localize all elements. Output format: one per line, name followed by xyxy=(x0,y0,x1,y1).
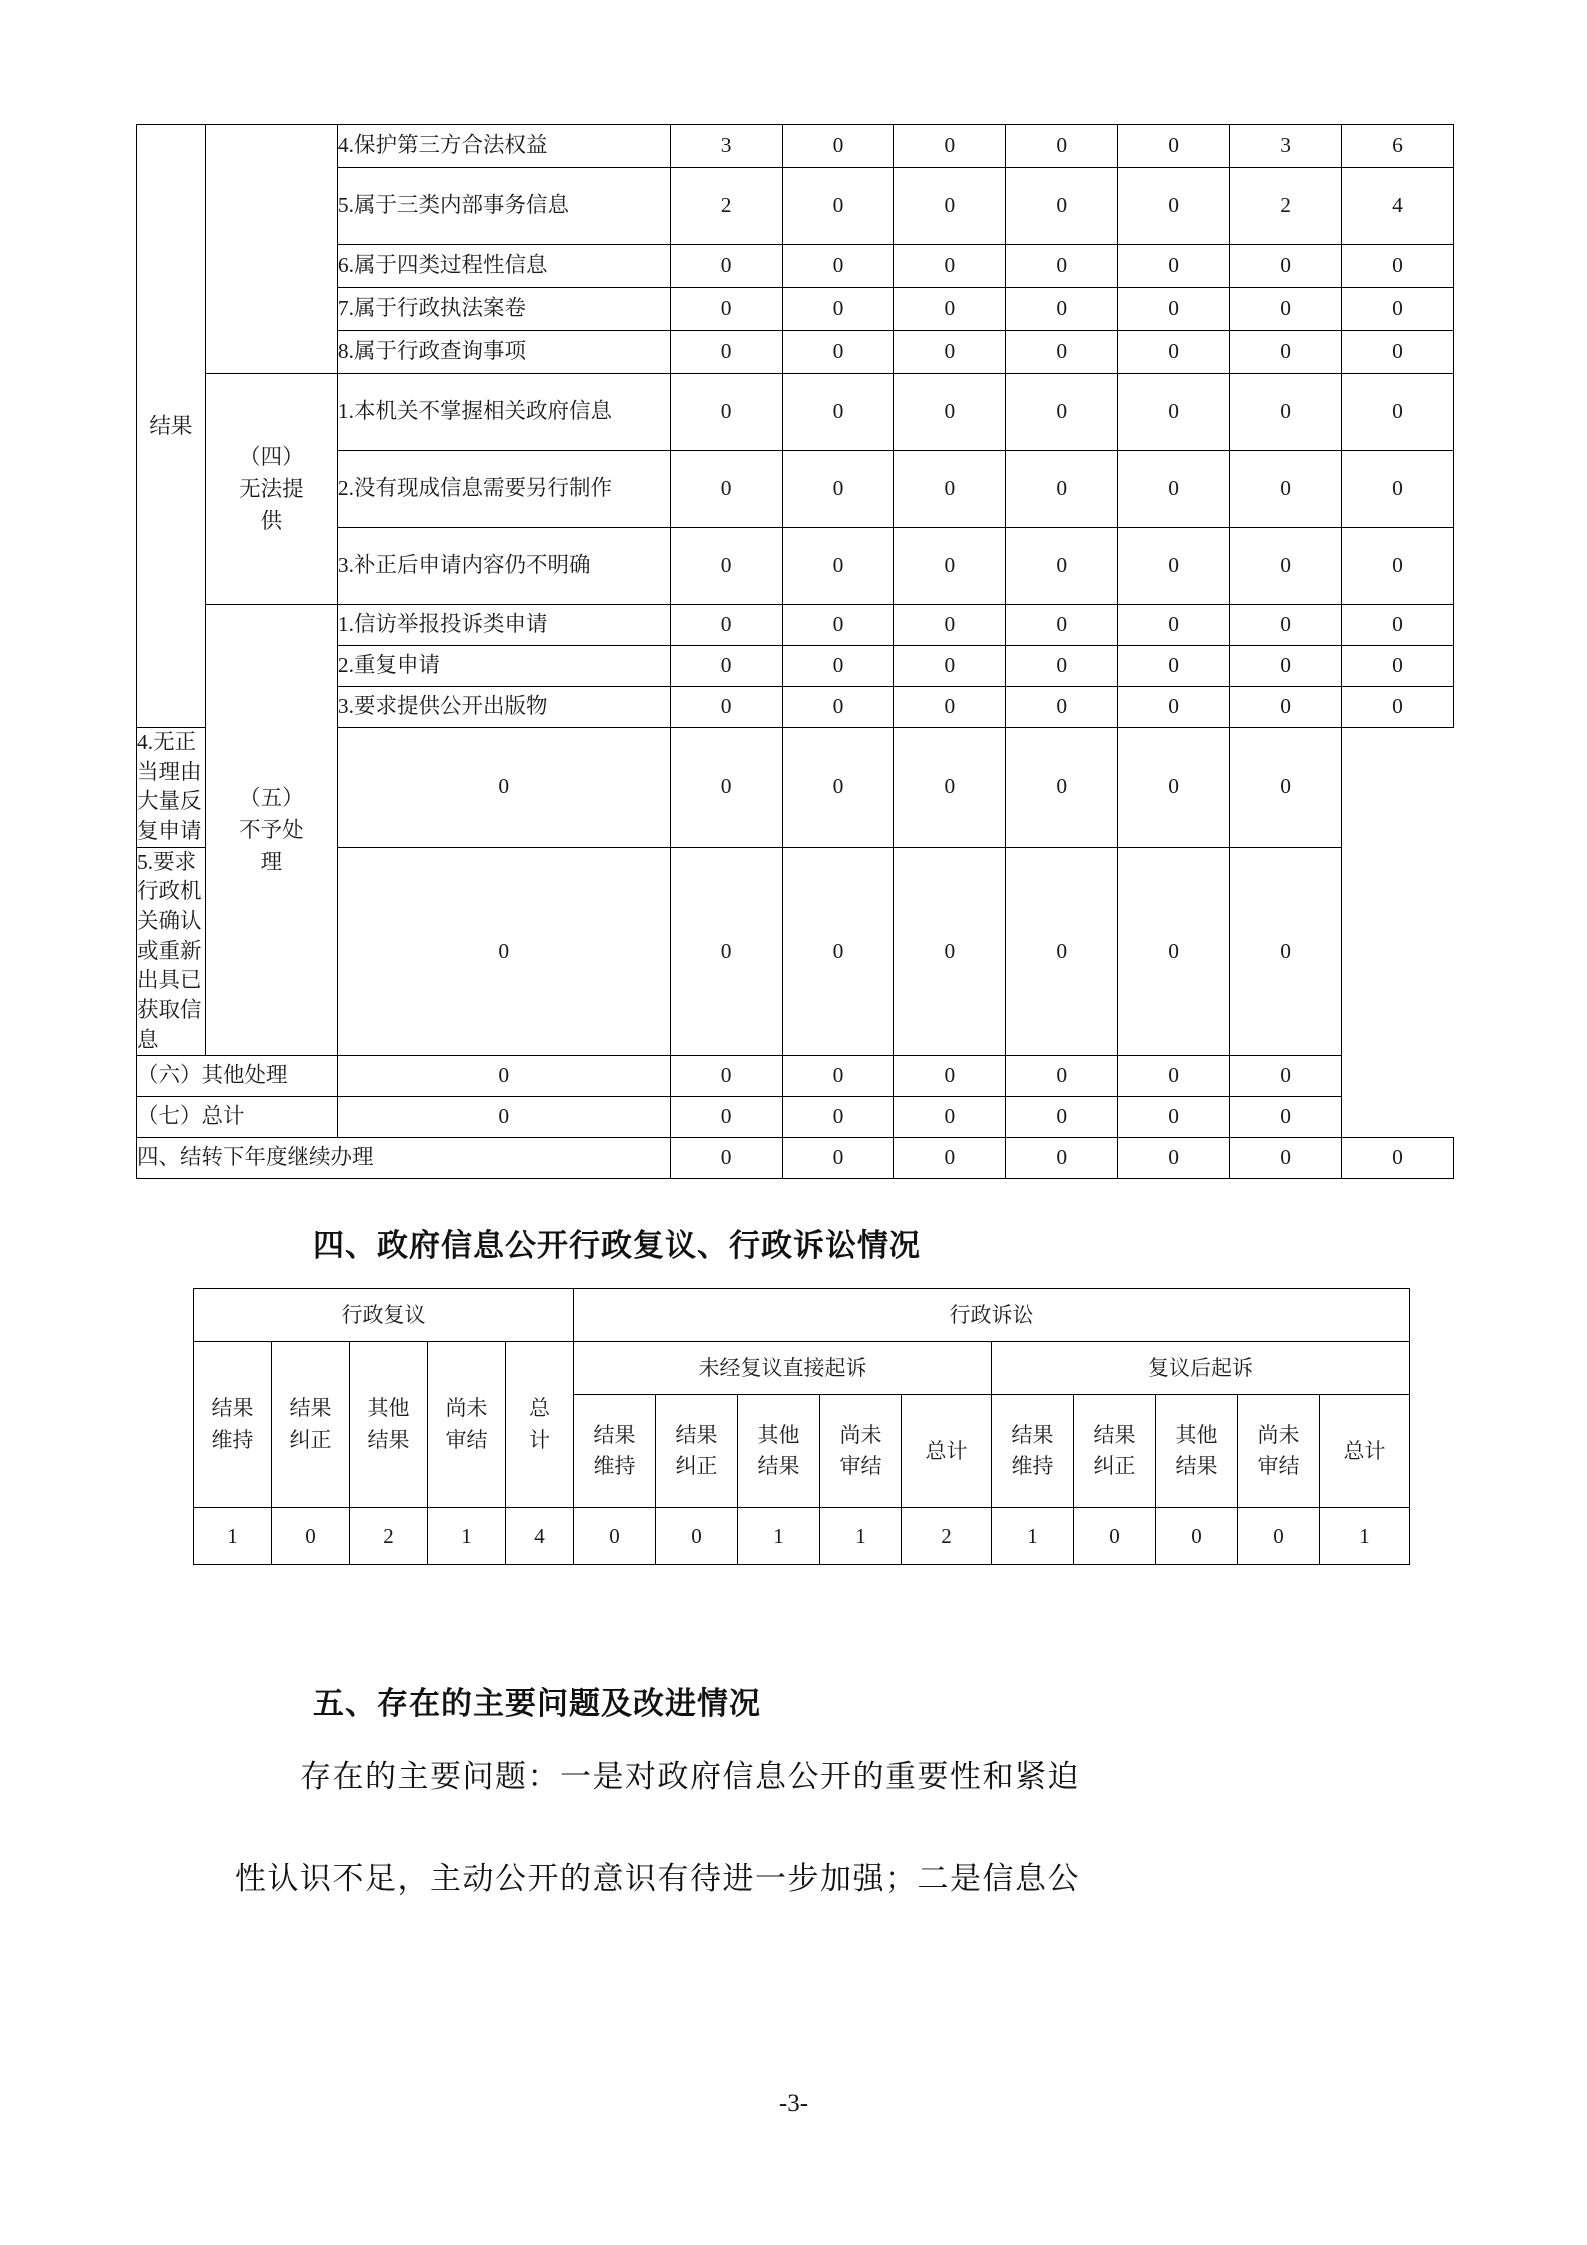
col-header-reconsideration-upheld: 结果 维持 xyxy=(194,1342,272,1508)
group-header-litigation: 行政诉讼 xyxy=(574,1289,1410,1342)
cell-value: 0 xyxy=(1230,374,1342,451)
item-label: 8.属于行政查询事项 xyxy=(337,331,670,374)
cell-value: 0 xyxy=(894,374,1006,451)
item-label: 7.属于行政执法案卷 xyxy=(337,288,670,331)
group-label-other-processing: （六）其他处理 xyxy=(137,1056,338,1097)
sub-header-direct-litigation: 未经复议直接起诉 xyxy=(574,1342,992,1395)
table-row xyxy=(194,1508,1410,1565)
cell-value: 0 xyxy=(782,687,894,728)
cell-value: 0 xyxy=(670,646,782,687)
cell-value: 0 xyxy=(337,847,670,1056)
cell-value: 0 xyxy=(1118,687,1230,728)
cell-value: 0 xyxy=(1006,1056,1118,1097)
cell-value: 0 xyxy=(782,528,894,605)
cell-value: 0 xyxy=(894,728,1006,848)
table-row xyxy=(137,125,1454,168)
cell-value: 0 xyxy=(1230,245,1342,288)
cell-value: 1 xyxy=(428,1508,506,1565)
cell-value: 0 xyxy=(1230,1138,1342,1179)
application-result-table-wrapper xyxy=(136,124,1454,1179)
cell-value: 0 xyxy=(1118,605,1230,646)
item-label: 5.要求行政机关确认或重新出具已获取信息 xyxy=(137,847,206,1056)
cell-value: 0 xyxy=(782,605,894,646)
page-number: -3- xyxy=(778,2090,809,2117)
cell-value: 0 xyxy=(894,847,1006,1056)
item-label: 1.信访举报投诉类申请 xyxy=(337,605,670,646)
cell-value: 0 xyxy=(894,1056,1006,1097)
cell-value: 0 xyxy=(670,687,782,728)
cell-value: 0 xyxy=(1342,245,1454,288)
col-header-direct-total: 总计 xyxy=(902,1395,992,1508)
item-label: 5.属于三类内部事务信息 xyxy=(337,168,670,245)
cell-value: 0 xyxy=(1006,687,1118,728)
cell-value: 0 xyxy=(894,331,1006,374)
cell-value: 0 xyxy=(782,728,894,848)
cell-value: 0 xyxy=(1006,125,1118,168)
cell-value: 1 xyxy=(1320,1508,1410,1565)
cell-value: 0 xyxy=(1230,1056,1342,1097)
col-header-reconsideration-corrected: 结果 纠正 xyxy=(272,1342,350,1508)
cell-value: 6 xyxy=(1342,125,1454,168)
cell-value: 0 xyxy=(1342,646,1454,687)
cell-value: 0 xyxy=(1118,1138,1230,1179)
cell-value: 0 xyxy=(1230,331,1342,374)
cell-value: 0 xyxy=(670,528,782,605)
col-header-after-total: 总计 xyxy=(1320,1395,1410,1508)
cell-value: 0 xyxy=(1006,374,1118,451)
item-label: 2.重复申请 xyxy=(337,646,670,687)
cell-value: 0 xyxy=(1156,1508,1238,1565)
cell-value: 0 xyxy=(1342,605,1454,646)
cell-value: 0 xyxy=(670,245,782,288)
cell-value: 0 xyxy=(574,1508,656,1565)
reconsideration-litigation-table xyxy=(193,1288,1410,1565)
cell-value: 0 xyxy=(1342,451,1454,528)
cell-value: 0 xyxy=(1342,331,1454,374)
row-label-result: 结果 xyxy=(137,125,206,728)
cell-value: 0 xyxy=(670,374,782,451)
table-row xyxy=(137,605,1454,646)
cell-value: 0 xyxy=(1006,331,1118,374)
group-label-unable-to-provide: （四） 无法提 供 xyxy=(205,374,337,605)
section-heading-four: 四、政府信息公开行政复议、行政诉讼情况 xyxy=(313,1228,921,1264)
cell-value: 0 xyxy=(337,1097,670,1138)
cell-value: 0 xyxy=(1006,646,1118,687)
item-label: 6.属于四类过程性信息 xyxy=(337,245,670,288)
col-header-after-other: 其他 结果 xyxy=(1156,1395,1238,1508)
cell-value: 0 xyxy=(782,646,894,687)
cell-value: 0 xyxy=(894,646,1006,687)
cell-value: 0 xyxy=(1006,1138,1118,1179)
item-label: 4.保护第三方合法权益 xyxy=(337,125,670,168)
cell-value: 0 xyxy=(1342,687,1454,728)
cell-value: 0 xyxy=(894,451,1006,528)
cell-value: 0 xyxy=(894,605,1006,646)
cell-value: 0 xyxy=(1342,528,1454,605)
row-label-carryover: 四、结转下年度继续办理 xyxy=(137,1138,671,1179)
cell-value: 0 xyxy=(894,1097,1006,1138)
cell-value: 0 xyxy=(894,687,1006,728)
cell-value: 0 xyxy=(670,331,782,374)
table-row xyxy=(137,374,1454,451)
cell-value: 4 xyxy=(1342,168,1454,245)
cell-value: 0 xyxy=(1118,331,1230,374)
cell-value: 0 xyxy=(782,125,894,168)
cell-value: 0 xyxy=(1118,374,1230,451)
item-label: 3.要求提供公开出版物 xyxy=(337,687,670,728)
cell-value: 0 xyxy=(670,605,782,646)
cell-value: 3 xyxy=(1230,125,1342,168)
application-result-table xyxy=(136,124,1454,1179)
cell-value: 0 xyxy=(670,451,782,528)
cell-value: 0 xyxy=(1230,605,1342,646)
cell-value: 1 xyxy=(820,1508,902,1565)
cell-value: 0 xyxy=(1118,1097,1230,1138)
reconsideration-litigation-table-wrapper xyxy=(193,1288,1398,1565)
item-label: 3.补正后申请内容仍不明确 xyxy=(337,528,670,605)
col-header-after-pending: 尚未 审结 xyxy=(1238,1395,1320,1508)
cell-value: 0 xyxy=(272,1508,350,1565)
body-paragraph-line-1: 存在的主要问题：一是对政府信息公开的重要性和紧迫 xyxy=(300,1759,1080,1794)
item-label: 4.无正当理由大量反复申请 xyxy=(137,728,206,848)
cell-value: 4 xyxy=(506,1508,574,1565)
col-header-after-corrected: 结果 纠正 xyxy=(1074,1395,1156,1508)
cell-value: 0 xyxy=(782,288,894,331)
cell-value: 1 xyxy=(992,1508,1074,1565)
cell-value: 0 xyxy=(1118,847,1230,1056)
cell-value: 0 xyxy=(1118,168,1230,245)
col-header-direct-corrected: 结果 纠正 xyxy=(656,1395,738,1508)
cell-value: 0 xyxy=(670,1138,782,1179)
group-three-spacer xyxy=(205,125,337,374)
cell-value: 0 xyxy=(894,245,1006,288)
cell-value: 2 xyxy=(1230,168,1342,245)
cell-value: 0 xyxy=(894,288,1006,331)
cell-value: 0 xyxy=(1342,288,1454,331)
cell-value: 0 xyxy=(1230,728,1342,848)
cell-value: 0 xyxy=(782,1097,894,1138)
cell-value: 1 xyxy=(738,1508,820,1565)
cell-value: 0 xyxy=(1118,451,1230,528)
cell-value: 2 xyxy=(902,1508,992,1565)
cell-value: 0 xyxy=(1230,528,1342,605)
cell-value: 0 xyxy=(1230,646,1342,687)
cell-value: 1 xyxy=(194,1508,272,1565)
cell-value: 0 xyxy=(1006,728,1118,848)
cell-value: 0 xyxy=(782,331,894,374)
cell-value: 0 xyxy=(782,1056,894,1097)
col-header-direct-other: 其他 结果 xyxy=(738,1395,820,1508)
table-row xyxy=(194,1289,1410,1342)
cell-value: 0 xyxy=(1118,125,1230,168)
group-label-no-processing: （五） 不予处 理 xyxy=(205,605,337,1056)
cell-value: 0 xyxy=(1230,288,1342,331)
group-header-reconsideration: 行政复议 xyxy=(194,1289,574,1342)
cell-value: 0 xyxy=(1006,847,1118,1056)
cell-value: 0 xyxy=(894,125,1006,168)
cell-value: 0 xyxy=(1006,245,1118,288)
cell-value: 0 xyxy=(782,245,894,288)
cell-value: 0 xyxy=(337,728,670,848)
table-row xyxy=(194,1342,1410,1395)
cell-value: 0 xyxy=(782,451,894,528)
cell-value: 0 xyxy=(782,1138,894,1179)
cell-value: 0 xyxy=(1230,451,1342,528)
section-heading-five: 五、存在的主要问题及改进情况 xyxy=(313,1686,761,1722)
col-header-direct-pending: 尚未 审结 xyxy=(820,1395,902,1508)
cell-value: 0 xyxy=(1006,605,1118,646)
cell-value: 0 xyxy=(670,847,782,1056)
cell-value: 0 xyxy=(894,1138,1006,1179)
cell-value: 0 xyxy=(1006,288,1118,331)
cell-value: 0 xyxy=(670,1097,782,1138)
sub-header-after-reconsideration: 复议后起诉 xyxy=(992,1342,1410,1395)
col-header-reconsideration-other: 其他 结果 xyxy=(350,1342,428,1508)
cell-value: 0 xyxy=(1118,528,1230,605)
item-label: 1.本机关不掌握相关政府信息 xyxy=(337,374,670,451)
cell-value: 3 xyxy=(670,125,782,168)
cell-value: 0 xyxy=(894,168,1006,245)
cell-value: 0 xyxy=(670,1056,782,1097)
col-header-reconsideration-total: 总 计 xyxy=(506,1342,574,1508)
cell-value: 0 xyxy=(1118,1056,1230,1097)
cell-value: 0 xyxy=(894,528,1006,605)
col-header-direct-upheld: 结果 维持 xyxy=(574,1395,656,1508)
cell-value: 0 xyxy=(656,1508,738,1565)
cell-value: 0 xyxy=(1074,1508,1156,1565)
cell-value: 0 xyxy=(670,728,782,848)
cell-value: 2 xyxy=(350,1508,428,1565)
cell-value: 0 xyxy=(1118,288,1230,331)
cell-value: 0 xyxy=(1342,374,1454,451)
group-label-total: （七）总计 xyxy=(137,1097,338,1138)
body-paragraph-line-2: 性认识不足，主动公开的意识有待进一步加强；二是信息公 xyxy=(235,1861,1080,1896)
col-header-reconsideration-pending: 尚未 审结 xyxy=(428,1342,506,1508)
col-header-after-upheld: 结果 维持 xyxy=(992,1395,1074,1508)
table-row xyxy=(137,1097,1454,1138)
cell-value: 0 xyxy=(670,288,782,331)
cell-value: 0 xyxy=(1118,646,1230,687)
cell-value: 0 xyxy=(1342,1138,1454,1179)
cell-value: 0 xyxy=(1238,1508,1320,1565)
cell-value: 0 xyxy=(782,374,894,451)
cell-value: 0 xyxy=(1006,1097,1118,1138)
cell-value: 0 xyxy=(1230,1097,1342,1138)
cell-value: 0 xyxy=(1118,245,1230,288)
cell-value: 0 xyxy=(1230,847,1342,1056)
cell-value: 0 xyxy=(1006,528,1118,605)
table-row xyxy=(137,1056,1454,1097)
cell-value: 0 xyxy=(1006,168,1118,245)
table-row xyxy=(137,1138,1454,1179)
cell-value: 2 xyxy=(670,168,782,245)
cell-value: 0 xyxy=(1006,451,1118,528)
cell-value: 0 xyxy=(1230,687,1342,728)
cell-value: 0 xyxy=(782,847,894,1056)
item-label: 2.没有现成信息需要另行制作 xyxy=(337,451,670,528)
cell-value: 0 xyxy=(1118,728,1230,848)
cell-value: 0 xyxy=(337,1056,670,1097)
cell-value: 0 xyxy=(782,168,894,245)
